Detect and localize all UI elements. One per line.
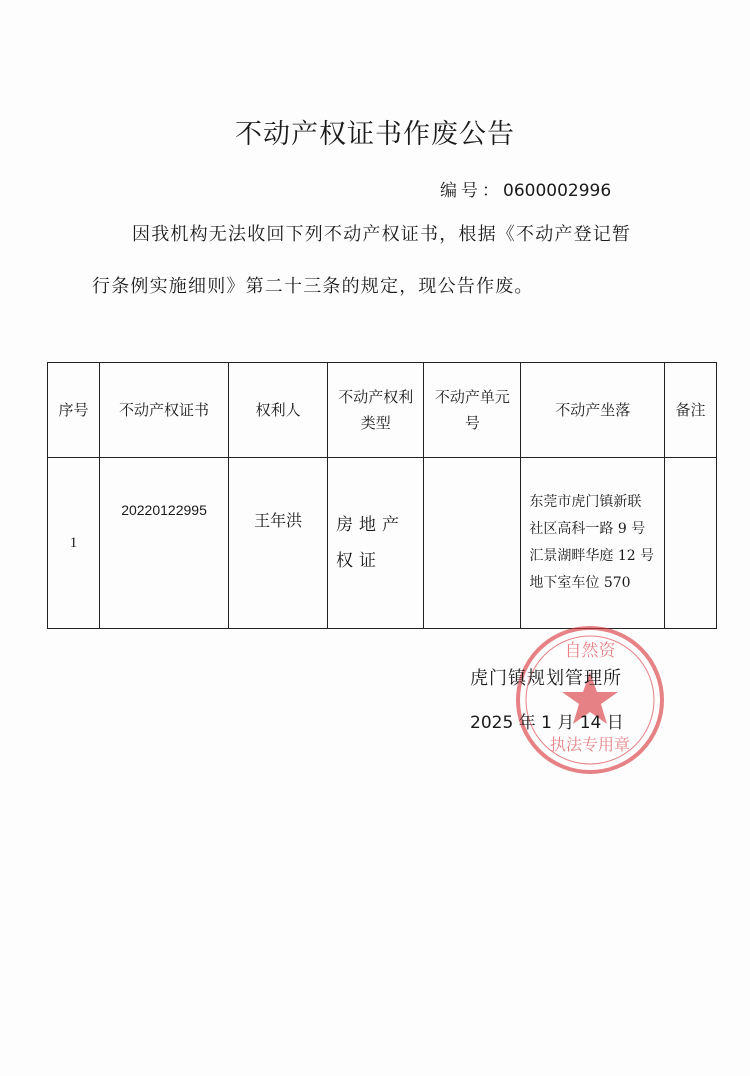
document-number-label: 编号： <box>440 181 503 201</box>
cell-holder: 王年洪 <box>229 458 328 629</box>
cell-remark <box>665 458 717 629</box>
cell-location-line2: 社区高科一路 9 号 <box>529 521 646 537</box>
announcement-paragraph-line1: 因我机构无法收回下列不动产权证书，根据《不动产登记暂 <box>132 224 632 245</box>
header-remark: 备注 <box>665 363 717 458</box>
document-number <box>440 176 611 201</box>
header-cert: 不动产权证书 <box>99 363 228 458</box>
cell-location <box>521 458 665 629</box>
cell-cert: 20220122995 <box>99 458 228 629</box>
header-unit <box>424 363 521 458</box>
cell-unit <box>424 458 521 629</box>
cell-location-line1: 东莞市虎门镇新联 <box>529 494 642 510</box>
table-row <box>48 458 717 629</box>
cell-location-line4: 地下室车位 570 <box>529 575 631 591</box>
document-title: 不动产权证书作废公告 <box>235 119 515 150</box>
svg-text:执法专用章: 执法专用章 <box>549 735 631 754</box>
header-type <box>328 363 424 458</box>
header-unit-line2: 号 <box>464 414 480 432</box>
header-type-line2: 类型 <box>360 414 391 432</box>
header-location: 不动产坐落 <box>521 363 665 458</box>
issue-date: 2025 年 1 月 14 日 <box>470 713 624 733</box>
cell-location-line3: 汇景湖畔华庭 12 号 <box>529 548 655 564</box>
official-seal-stamp <box>510 620 670 780</box>
cell-type-line2: 权证 <box>336 551 383 571</box>
issuing-agency: 虎门镇规划管理所 <box>470 668 622 689</box>
cell-seq: 1 <box>48 458 100 629</box>
table-header-row <box>48 363 717 458</box>
cell-type <box>328 458 424 629</box>
svg-text:自然资: 自然资 <box>564 641 616 661</box>
header-holder: 权利人 <box>229 363 328 458</box>
header-seq: 序号 <box>48 363 100 458</box>
document-number-value: 0600002996 <box>503 181 612 201</box>
cell-type-line1: 房地产 <box>336 515 406 535</box>
header-unit-line1: 不动产单元 <box>434 388 510 406</box>
header-type-line1: 不动产权利 <box>338 388 414 406</box>
announcement-paragraph-line2: 行条例实施细则》第二十三条的规定，现公告作废。 <box>92 276 534 297</box>
certificate-table <box>47 362 717 629</box>
